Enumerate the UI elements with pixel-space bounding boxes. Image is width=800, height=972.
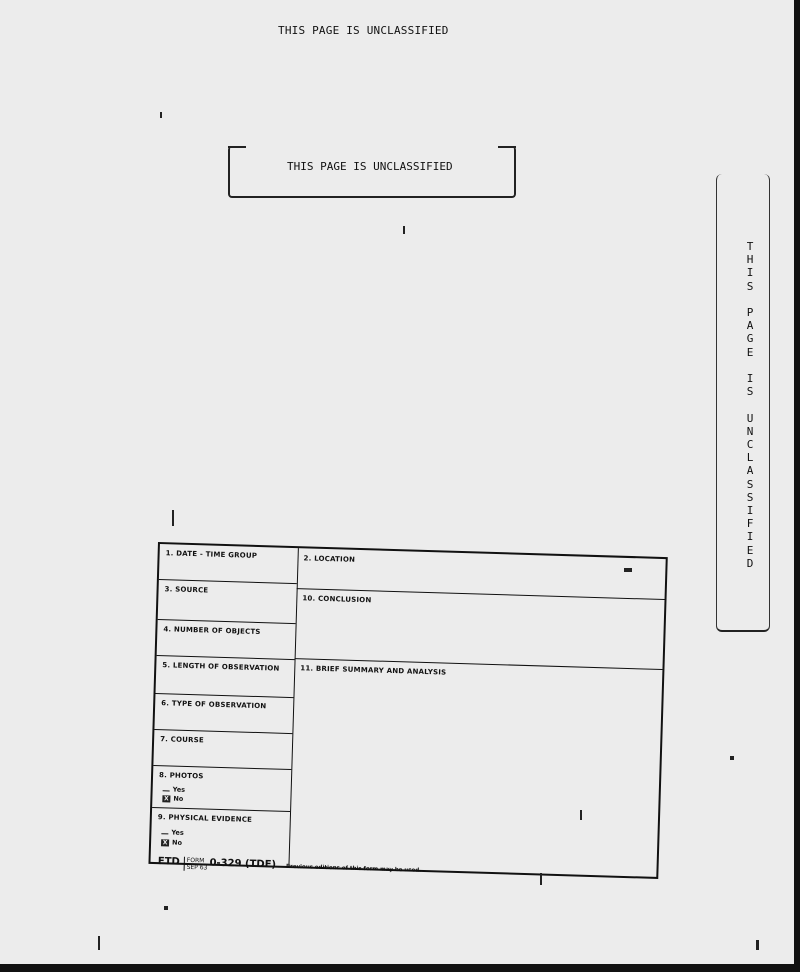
field-photos: 8. PHOTOS Yes X No xyxy=(152,766,291,812)
photos-no-option: X No xyxy=(163,794,184,803)
field-course: 7. COURSE xyxy=(153,730,292,770)
unchecked-box-icon xyxy=(163,785,170,791)
physical-evidence-yes-option: Yes xyxy=(161,828,184,837)
previous-editions-note: Previous editions of this form may be used. xyxy=(285,863,422,874)
checked-box-icon: X xyxy=(162,839,168,847)
form-tag: FORM SEP 63 xyxy=(184,857,208,872)
scan-speck xyxy=(730,756,734,760)
field-source: 3. SOURCE xyxy=(158,580,297,624)
photos-yes-option: Yes xyxy=(163,785,186,794)
field-location: 2. LOCATION xyxy=(303,554,356,564)
project-record-card xyxy=(148,542,667,879)
field-number-of-objects: 4. NUMBER OF OBJECTS xyxy=(157,620,296,660)
scan-speck xyxy=(403,226,405,234)
field-physical-evidence: 9. PHYSICAL EVIDENCE Yes X No xyxy=(157,813,253,847)
unchecked-box-icon xyxy=(161,828,168,834)
scan-speck xyxy=(580,810,582,820)
scan-speck xyxy=(172,510,174,526)
field-conclusion: 10. CONCLUSION xyxy=(302,594,372,605)
field-type-of-observation: 6. TYPE OF OBSERVATION xyxy=(154,694,293,734)
field-date-time-group: 1. DATE - TIME GROUP xyxy=(159,544,298,584)
scan-speck xyxy=(160,112,162,118)
scan-speck xyxy=(540,873,542,885)
form-number: 0-329 (TDE) xyxy=(209,857,277,871)
field-brief-summary: 11. BRIEF SUMMARY AND ANALYSIS xyxy=(300,664,447,677)
checked-box-icon: X xyxy=(163,795,169,803)
classification-banner-top: THIS PAGE IS UNCLASSIFIED xyxy=(278,24,449,37)
form-org: FTD xyxy=(157,856,180,868)
scan-speck xyxy=(624,568,632,572)
form-left-column xyxy=(151,544,299,866)
scan-speck xyxy=(98,936,100,950)
scan-speck xyxy=(756,940,759,950)
classification-banner-side: T H I S P A G E I S U N C L A S S I F I E D xyxy=(746,240,754,570)
scan-speck xyxy=(164,906,168,910)
field-length-of-observation: 5. LENGTH OF OBSERVATION xyxy=(155,656,294,698)
classification-banner-boxed: THIS PAGE IS UNCLASSIFIED xyxy=(287,160,453,173)
physical-evidence-no-option: X No xyxy=(162,838,183,847)
